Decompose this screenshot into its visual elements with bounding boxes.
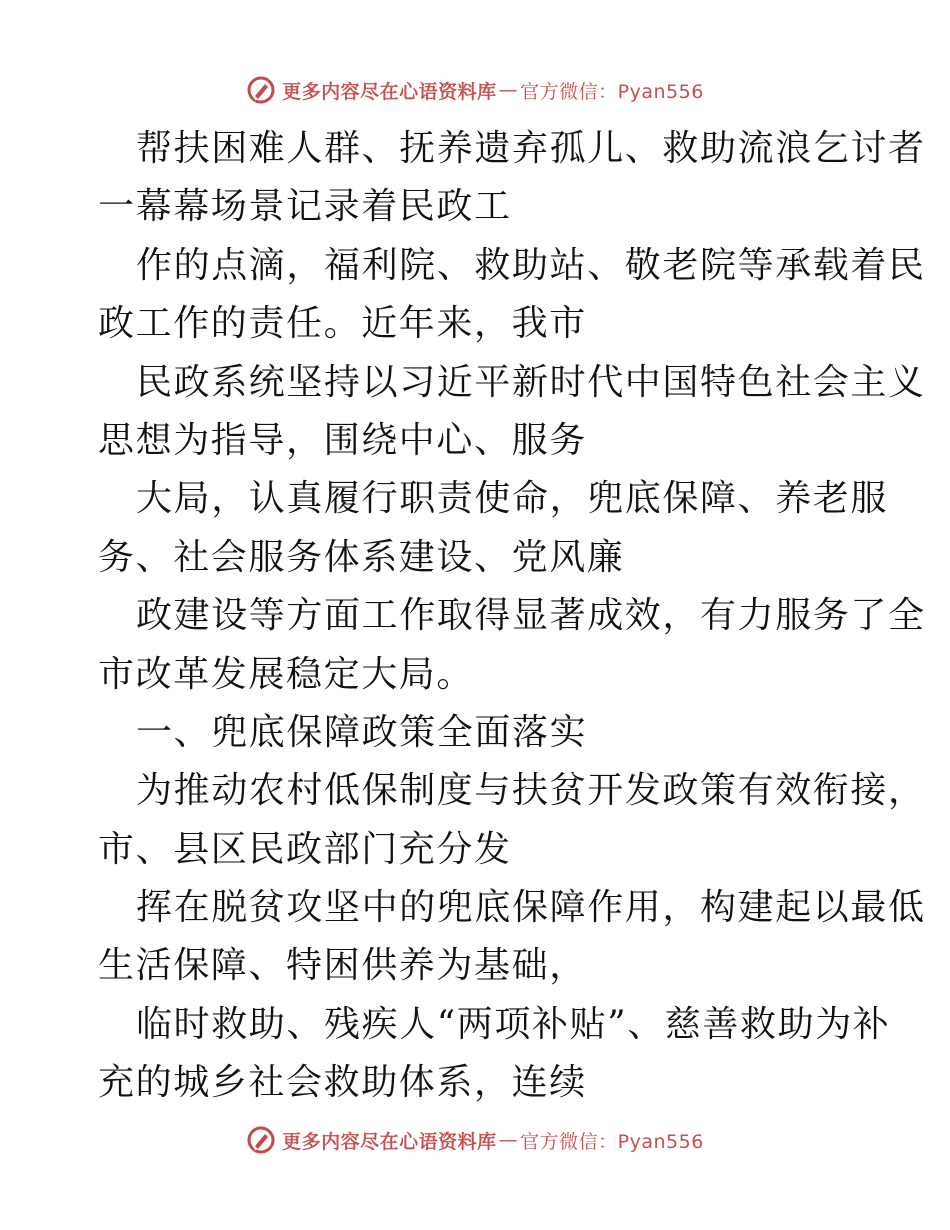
- text-line-7: 大局，认真履行职责使命，兜底保障、养老服: [136, 478, 889, 520]
- text-line-16: 临时救助、残疾人“两项补贴”、慈善救助为补: [136, 1003, 891, 1045]
- text-line-15: 生活保障、特困供养为基础，: [98, 945, 587, 987]
- text-line-10: 市改革发展稳定大局。: [98, 653, 475, 695]
- pen-circle-logo-icon: [246, 1125, 276, 1155]
- document-body: [98, 120, 926, 1113]
- watermark-text: 更多内容尽在心语资料库: [282, 1130, 497, 1153]
- text-line-14: 挥在脱贫攻坚中的兜底保障作用，构建起以最低: [136, 887, 926, 929]
- text-line-8: 务、社会服务体系建设、党风廉: [98, 536, 625, 578]
- pen-circle-logo-icon: [246, 75, 276, 105]
- watermark-text: 更多内容尽在心语资料库: [282, 80, 497, 103]
- watermark-separator: —: [498, 1129, 519, 1151]
- text-line-3: 作的点滴，福利院、救助站、敬老院等承载着民: [136, 244, 926, 286]
- watermark-contact: 官方微信：Pyan556: [520, 80, 704, 103]
- watermark-contact: 官方微信：Pyan556: [520, 1130, 704, 1153]
- text-line-5: 民政系统坚持以习近平新时代中国特色社会主义: [136, 361, 926, 403]
- text-line-12: 为推动农村低保制度与扶贫开发政策有效衔接，: [136, 770, 926, 812]
- watermark-separator: —: [498, 79, 519, 101]
- footer-watermark: [0, 1120, 950, 1160]
- section-heading: 一、兜底保障政策全面落实: [136, 711, 588, 753]
- text-line-17: 充的城乡社会救助体系，连续: [98, 1062, 587, 1104]
- text-line-1: 帮扶困难人群、抚养遗弃孤儿、救助流浪乞讨者: [136, 128, 926, 169]
- text-line-13: 市、县区民政部门充分发: [98, 828, 512, 870]
- text-line-6: 思想为指导，围绕中心、服务: [98, 419, 587, 461]
- text-line-2: 一幕幕场景记录着民政工: [98, 186, 512, 228]
- header-watermark: [0, 70, 950, 110]
- text-line-4: 政工作的责任。近年来，我市: [98, 303, 587, 345]
- text-line-9: 政建设等方面工作取得显著成效，有力服务了全: [136, 595, 926, 637]
